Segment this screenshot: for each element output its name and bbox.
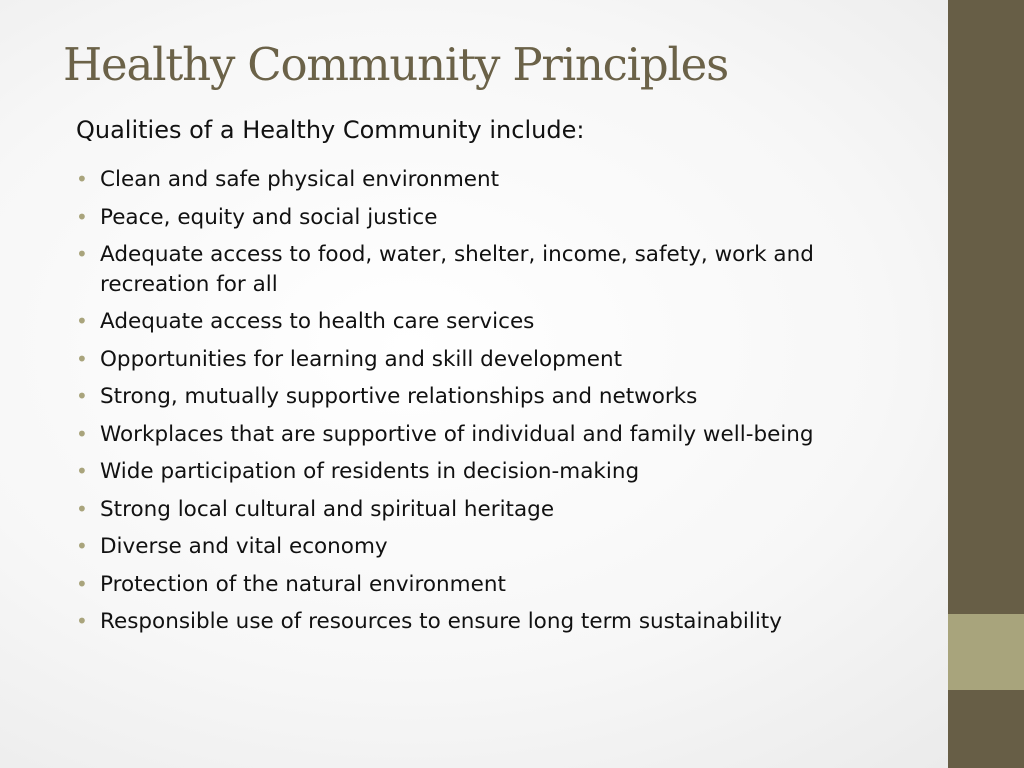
bullet-text: Opportunities for learning and skill development (100, 346, 622, 372)
bullet-text: Protection of the natural environment (100, 571, 506, 597)
bullet-icon: • (76, 534, 88, 558)
bullet-icon: • (76, 609, 88, 633)
sidebar-accent-block (948, 614, 1024, 690)
bullet-item (76, 382, 896, 412)
bullet-icon: • (76, 204, 88, 229)
bullet-item (76, 495, 896, 525)
bullet-item (76, 532, 896, 562)
bullet-text: Adequate access to food, water, shelter, income, safety, work and recreation for all (100, 242, 814, 297)
bullet-item (76, 307, 896, 337)
bullet-item (76, 203, 896, 233)
bullet-icon: • (76, 242, 88, 266)
bullet-list (76, 165, 896, 645)
bullet-item (76, 607, 896, 637)
bullet-item (76, 165, 896, 195)
bullet-item (76, 570, 896, 600)
bullet-icon: • (76, 496, 88, 521)
slide-title: Healthy Community Principles (63, 38, 728, 91)
bullet-item (76, 420, 896, 450)
bullet-icon: • (76, 421, 88, 446)
slide-subtitle: Qualities of a Healthy Community include: (76, 116, 585, 144)
bullet-item (76, 345, 896, 375)
bullet-text: Adequate access to health care services (100, 309, 535, 334)
bullet-icon: • (76, 167, 88, 191)
bullet-text: Strong, mutually supportive relationships and networks (100, 384, 698, 409)
bullet-text: Workplaces that are supportive of individual and family well-being (100, 421, 814, 447)
bullet-icon: • (76, 571, 88, 596)
bullet-text: Wide participation of residents in decision-making (100, 459, 640, 484)
bullet-text: Diverse and vital economy (100, 534, 388, 559)
bullet-icon: • (76, 384, 88, 408)
bullet-text: Clean and safe physical environment (100, 167, 500, 192)
bullet-item (76, 240, 896, 299)
bullet-text: Peace, equity and social justice (100, 204, 438, 230)
bullet-text: Strong local cultural and spiritual heritage (100, 496, 555, 522)
bullet-icon: • (76, 346, 88, 371)
bullet-icon: • (76, 309, 88, 333)
bullet-text: Responsible use of resources to ensure long term sustainability (100, 609, 782, 634)
bullet-item (76, 457, 896, 487)
bullet-icon: • (76, 459, 88, 483)
